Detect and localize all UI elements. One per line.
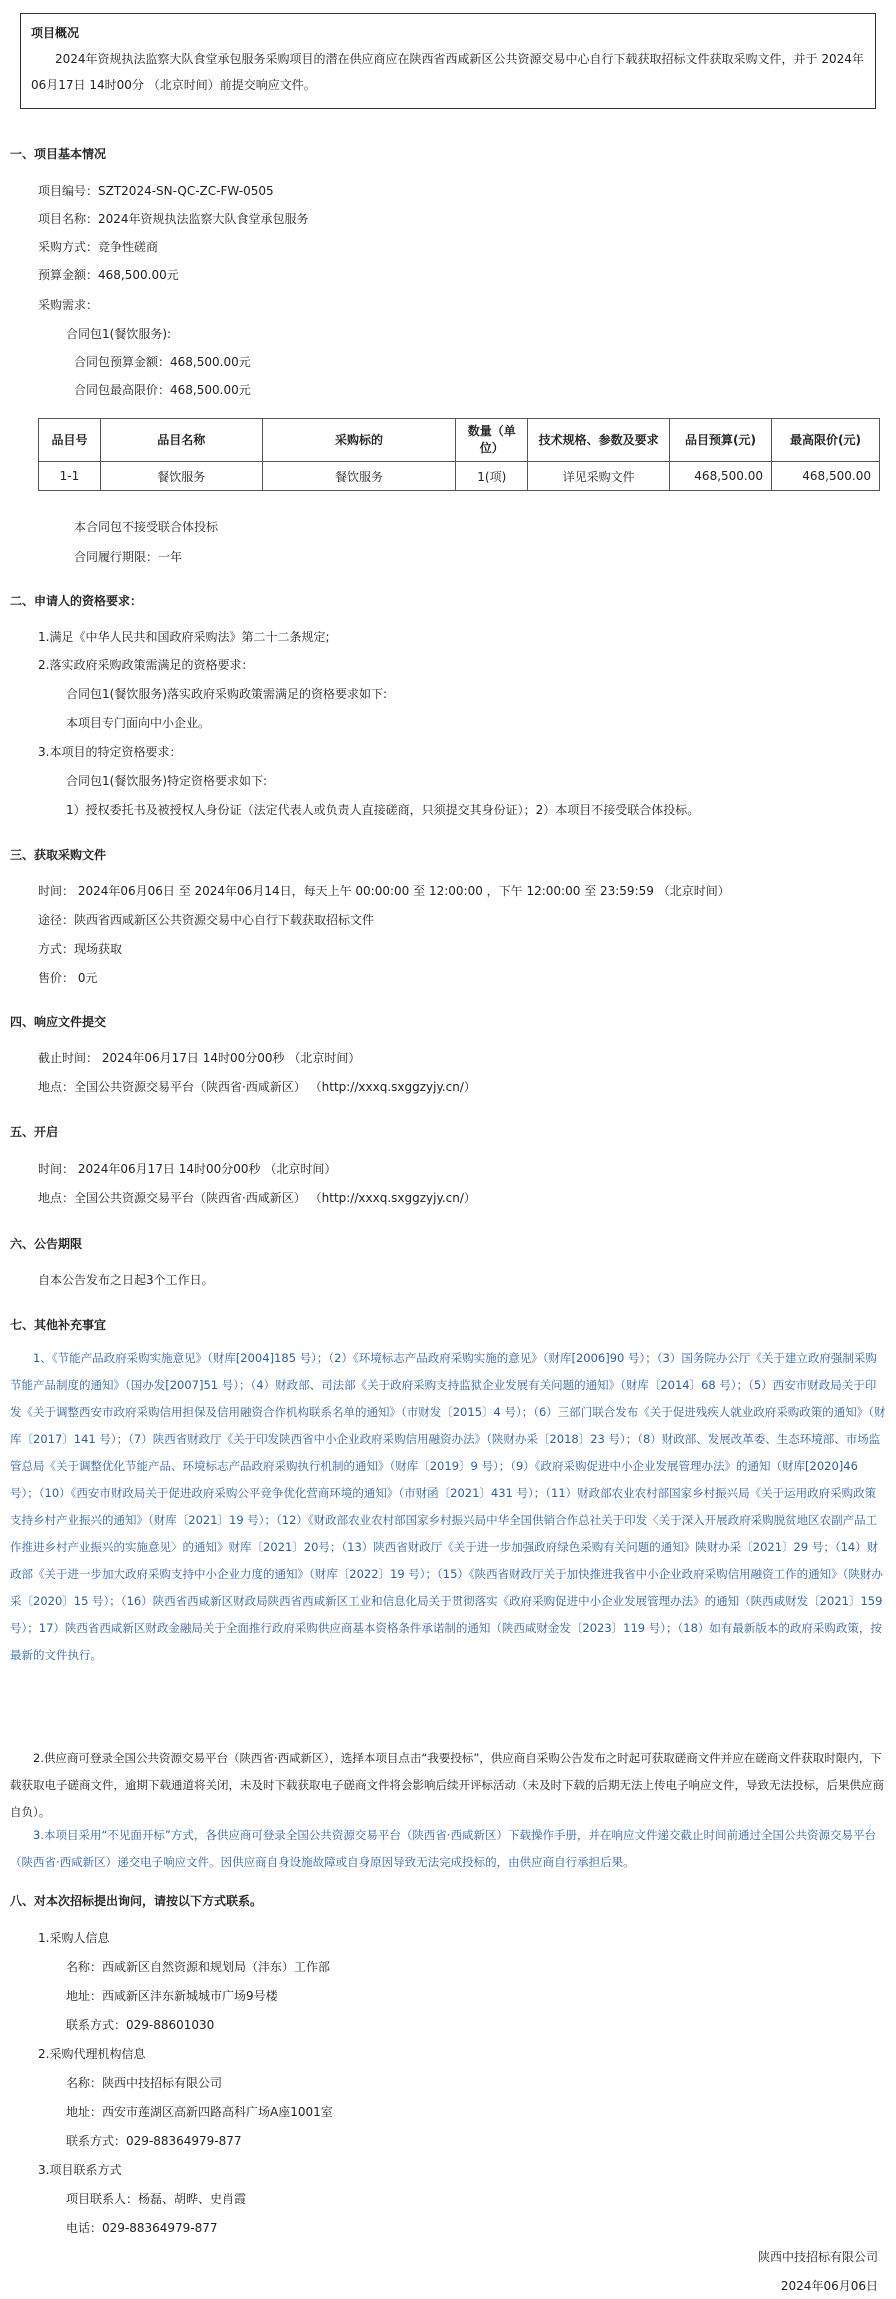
col-header: 品目预算(元) bbox=[670, 419, 772, 462]
table-cell: 详见采购文件 bbox=[528, 462, 670, 491]
project-number: 项目编号：SZT2024-SN-QC-ZC-FW-0505 bbox=[38, 184, 274, 198]
qualification-line: 3.本项目的特定资格要求： bbox=[38, 745, 182, 759]
col-header: 品目名称 bbox=[100, 419, 262, 462]
agency-address: 地址：西安市莲湖区高新四路高科广场A座1001室 bbox=[66, 2105, 333, 2119]
opening-time: 时间： 2024年06月17日 14时00分00秒 （北京时间） bbox=[38, 1162, 337, 1176]
budget-amount: 预算金额：468,500.00元 bbox=[38, 268, 179, 282]
qualification-line: 本项目专门面向中小企业。 bbox=[66, 716, 211, 730]
section-1-title: 一、项目基本情况 bbox=[10, 147, 107, 161]
section-3-title: 三、获取采购文件 bbox=[10, 848, 107, 862]
notice-period: 自本公告发布之日起3个工作日。 bbox=[38, 1273, 214, 1287]
package-title: 合同包1(餐饮服务): bbox=[66, 327, 172, 341]
section-2-title: 二、申请人的资格要求： bbox=[10, 594, 143, 608]
procurement-method: 采购方式：竞争性磋商 bbox=[38, 240, 159, 254]
overview-text: 2024年资规执法监察大队食堂承包服务采购项目的潜在供应商应在陕西省西咸新区公共资源交易中心自行下载获取招标文件获取采购文件，并于 2024年06月17日 14时00分 （北京时间）前提交响应文件。 bbox=[31, 52, 864, 92]
table-cell: 餐饮服务 bbox=[100, 462, 262, 491]
procurement-needs: 采购需求： bbox=[38, 298, 99, 312]
purchaser-contact: 联系方式：029-88601030 bbox=[66, 2018, 215, 2032]
qualification-line: 2.落实政府采购政策需满足的资格要求： bbox=[38, 658, 254, 672]
table-cell: 468,500.00 bbox=[772, 462, 880, 491]
col-header: 数量（单位） bbox=[456, 419, 528, 462]
obtain-price: 售价： 0元 bbox=[38, 971, 98, 985]
signature-org: 陕西中技招标有限公司 bbox=[757, 2250, 878, 2264]
section-6-title: 六、公告期限 bbox=[10, 1237, 83, 1251]
qualification-line: 合同包1(餐饮服务)落实政府采购政策需满足的资格要求如下: bbox=[66, 687, 388, 701]
table-cell: 468,500.00 bbox=[670, 462, 772, 491]
items-table bbox=[38, 418, 880, 491]
col-header: 最高限价(元) bbox=[772, 419, 880, 462]
download-instruction-paragraph: 2.供应商可登录全国公共资源交易平台（陕西省·西咸新区），选择本项目点击“我要投标”，供应商自采购公告发布之时起可获取磋商文件并应在磋商文件获取时限内，下载获取电子磋商文件，逾期下载通道将关闭，未及时下载获取电子磋商文件将会影响后续开评标活动（未及时下载的后期无法上传电子响应文件，导致无法投标，后果供应商自负）。 bbox=[10, 1751, 884, 1819]
qualification-line: 1）授权委托书及被授权人身份证（法定代表人或负责人直接磋商，只须提交其身份证）；2）本项目不接受联合体投标。 bbox=[66, 803, 700, 817]
project-contacts: 项目联系人：杨磊、胡晔、史肖霞 bbox=[66, 2192, 247, 2206]
agency-name: 名称：陕西中技招标有限公司 bbox=[66, 2076, 223, 2090]
opening-location: 地点：全国公共资源交易平台（陕西省·西咸新区） （http://xxxq.sxggzyjy.cn/） bbox=[38, 1191, 476, 1205]
submit-location: 地点：全国公共资源交易平台（陕西省·西咸新区） （http://xxxq.sxggzyjy.cn/） bbox=[38, 1080, 476, 1094]
overview-box bbox=[20, 13, 876, 109]
agency-contact: 联系方式：029-88364979-877 bbox=[66, 2134, 242, 2148]
table-cell: 1(项) bbox=[456, 462, 528, 491]
col-header: 技术规格、参数及要求 bbox=[528, 419, 670, 462]
remote-opening-paragraph: 3.本项目采用“不见面开标”方式，各供应商可登录全国公共资源交易平台（陕西省·西咸新区）下载操作手册，并在响应文件递交截止时间前通过全国公共资源交易平台（陕西省·西咸新区）递交电子响应文件。因供应商自身设施故障或自身原因导致无法完成投标的，由供应商自行承担后果。 bbox=[10, 1828, 877, 1869]
package-budget: 合同包预算金额：468,500.00元 bbox=[74, 355, 251, 369]
obtain-channel: 途径：陕西省西咸新区公共资源交易中心自行下载获取招标文件 bbox=[38, 913, 375, 927]
purchaser-name: 名称：西咸新区自然资源和规划局（沣东）工作部 bbox=[66, 1960, 331, 1974]
table-row bbox=[39, 462, 880, 491]
section-8-title: 八、对本次招标提出询问，请按以下方式联系。 bbox=[10, 1894, 263, 1908]
overview-title: 项目概况 bbox=[31, 26, 80, 40]
purchaser-address: 地址：西咸新区沣东新城城市广场9号楼 bbox=[66, 1989, 278, 2003]
section-4-title: 四、响应文件提交 bbox=[10, 1015, 107, 1029]
contract-term: 合同履行期限：一年 bbox=[74, 550, 183, 564]
col-header: 采购标的 bbox=[262, 419, 456, 462]
obtain-time: 时间： 2024年06月06日 至 2024年06月14日，每天上午 00:00:00 至 12:00:00 ，下午 12:00:00 至 23:59:59 （北京时间） bbox=[38, 884, 730, 898]
col-header: 品目号 bbox=[39, 419, 101, 462]
agency-info-title: 2.采购代理机构信息 bbox=[38, 2047, 146, 2061]
table-cell: 1-1 bbox=[39, 462, 101, 491]
table-header-row bbox=[39, 419, 880, 462]
project-name: 项目名称：2024年资规执法监察大队食堂承包服务 bbox=[38, 212, 309, 226]
section-7-title: 七、其他补充事宜 bbox=[10, 1318, 107, 1332]
qualification-line: 合同包1(餐饮服务)特定资格要求如下: bbox=[66, 774, 268, 788]
submit-deadline: 截止时间： 2024年06月17日 14时00分00秒 （北京时间） bbox=[38, 1051, 361, 1065]
package-max-price: 合同包最高限价：468,500.00元 bbox=[74, 383, 251, 397]
signature-date: 2024年06月06日 bbox=[780, 2279, 878, 2293]
qualification-line: 1.满足《中华人民共和国政府采购法》第二十二条规定; bbox=[38, 630, 330, 644]
section-5-title: 五、开启 bbox=[10, 1125, 59, 1139]
obtain-method: 方式：现场获取 bbox=[38, 942, 123, 956]
table-cell: 餐饮服务 bbox=[262, 462, 456, 491]
project-contact-title: 3.项目联系方式 bbox=[38, 2163, 122, 2177]
policy-list-paragraph: 1、《节能产品政府采购实施意见》（财库[2004]185 号）；（2）《环境标志产品政府采购实施的意见》（财库[2006]90 号）；（3）国务院办公厅《关于建立政府强制采购节能产品制度的通知》（国办发[2007]51 号）；（4）财政部、司法部《关于政府采购支持监狱企业发展有关问题的通知》（财库〔2014〕68 号）；（5）西安市财政局关于印发《关于调整西安市政府采购信用担保及信用融资合作机构联系名单的通知》（市财发〔2015〕4 号）；（6）三部门联合发布《关于促进残疾人就业政府采购政策的通知》（财库〔2017〕141 号）；（7）陕西省财政厅《关于印发陕西省中小企业政府采购信用融资办法》（陕财办采〔2018〕23 号）；（8）财政部、发展改革委、生态环境部、市场监管总局《关于调整优化节能产品、环境标志产品政府采购执行机制的通知》（财库〔2019〕9 号）；（9）《政府采购促进中小企业发展管理办法》的通知（财库[2020]46 号）；（10）《西安市财政局关于促进政府采购公平竞争优化营商环境的通知》（市财函〔2021〕431 号）；（11）财政部农业农村部国家乡村振兴局《关于运用政府采购政策支持乡村产业振兴的通知》（财库〔2021〕19 号）；（12）《财政部农业农村部国家乡村振兴局中华全国供销合作总社关于印发〈关于深入开展政府采购脱贫地区农副产品工作推进乡村产业振兴的实施意见〉的通知》财库〔2021〕20号；（13）陕西省财政厅《关于进一步加强政府绿色采购有关问题的通知》陕财办采〔2021〕29 号；（14）财政部《关于进一步加大政府采购支持中小企业力度的通知》（财库〔2022〕19 号）；（15）《陕西省财政厅关于加快推进我省中小企业政府采购信用融资工作的通知》（陕财办采〔2020〕15 号）；（16）陕西省西咸新区财政局陕西省西咸新区工业和信息化局关于贯彻落实《政府采购促进中小企业发展管理办法》的通知（陕西咸财发〔2021〕159号）；17）陕西省西咸新区财政金融局关于全面推行政府采购供应商基本资格条件承诺制的通知（陕西咸财金发〔2023〕119 号）；（18）如有最新版本的政府采购政策，按最新的文件执行。 bbox=[10, 1351, 886, 1662]
no-consortium-note: 本合同包不接受联合体投标 bbox=[74, 520, 219, 534]
project-phone: 电话：029-88364979-877 bbox=[66, 2221, 218, 2235]
purchaser-info-title: 1.采购人信息 bbox=[38, 1931, 110, 1945]
